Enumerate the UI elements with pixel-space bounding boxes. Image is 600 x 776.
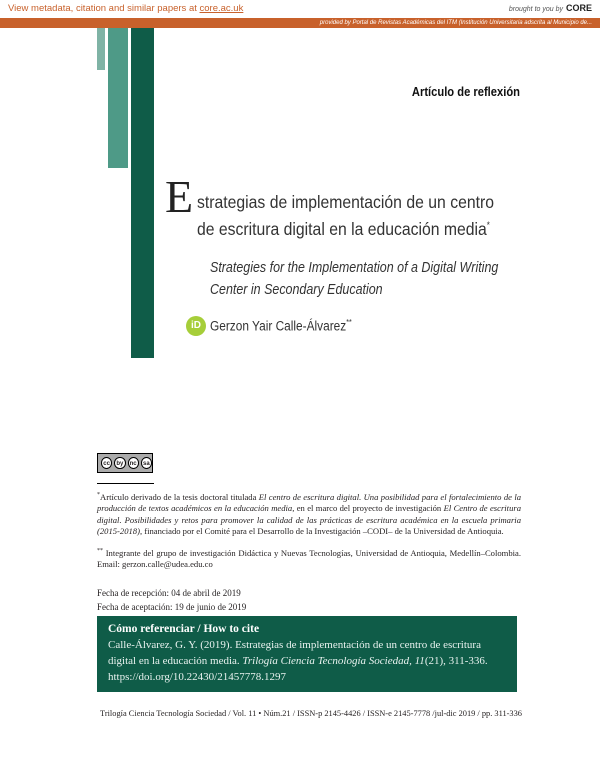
english-title: Strategies for the Implementation of a Digital Writing Center in Secondary Education bbox=[210, 260, 499, 298]
citation-text: Calle-Álvarez, G. Y. (2019). Estrategias de implementación de un centro de escritura digital en la educación media. Trilogía Ciencia Tecnología Sociedad, 11(21), 311-336. https://doi.org/10.22430/21457778.1297 bbox=[108, 639, 488, 683]
title-dropcap: E bbox=[165, 171, 194, 222]
title-text: strategias de implementación de un centro de escritura digital en la educación media* bbox=[197, 192, 494, 239]
provided-by-text[interactable]: provided by Portal de Revistas Académicas del ITM (Institución Universitaria adscrita al Municipio de... bbox=[319, 20, 592, 26]
doi-link[interactable]: (21), 311-336. https://doi.org/10.22430/21457778.1297 bbox=[108, 655, 488, 683]
sa-icon: sa bbox=[141, 457, 152, 469]
by-icon: by bbox=[114, 457, 125, 469]
cc-icon: cc bbox=[101, 457, 112, 469]
top-bar bbox=[0, 0, 600, 19]
footnote-rule bbox=[97, 483, 154, 484]
received-date: Fecha de recepción: 04 de abril de 2019 bbox=[97, 588, 241, 598]
dates-block bbox=[97, 586, 246, 614]
page-footer: Trilogía Ciencia Tecnología Sociedad / Vol. 11 • Núm.21 / ISSN-p 2145-4426 / ISSN-e 2145-7778 /jul-dic 2019 / pp. 311-336 bbox=[100, 709, 522, 718]
orcid-icon[interactable]: iD bbox=[186, 316, 206, 336]
footnote-1: *Artículo derivado de la tesis doctoral titulada El centro de escritura digital. Una posibilidad para el fortalecimiento de la producción de textos académicos en la educación media, en el marco del proyecto de investigación El Centro de escritura digital. Posibilidades y retos para promover la calidad de las prácticas de escritura académica en la escuela primaria (2015-2018), financiado por el Comité para el Desarrollo de la Investigación –CODI– de la Universidad de Antioquia. bbox=[97, 491, 522, 537]
decor-band-light bbox=[97, 28, 105, 70]
brought-by-core[interactable]: brought to you by CORE bbox=[508, 3, 592, 13]
decor-band-dark bbox=[131, 28, 154, 358]
provided-by-bar bbox=[0, 18, 600, 28]
core-logo: CORE bbox=[565, 3, 592, 13]
how-to-cite-heading: Cómo referenciar / How to cite bbox=[108, 623, 260, 635]
view-metadata-link[interactable]: View metadata, citation and similar papers at core.ac.uk bbox=[8, 3, 244, 14]
decor-band-mid bbox=[108, 28, 128, 168]
footnote-2: ** Integrante del grupo de investigación Didáctica y Nuevas Tecnologías, Universidad de Antioquia, Medellín–Colombia. Email: gerzon.calle@udea.edu.co bbox=[97, 547, 521, 570]
author-name: Gerzon Yair Calle-Álvarez** bbox=[210, 318, 352, 334]
cc-license-badge[interactable] bbox=[97, 453, 153, 473]
accepted-date: Fecha de aceptación: 19 de junio de 2019 bbox=[97, 602, 247, 612]
title-footnote-mark: * bbox=[486, 220, 490, 230]
author-footnote-mark: ** bbox=[346, 318, 352, 327]
nc-icon: nc bbox=[128, 457, 139, 469]
article-type: Artículo de reflexión bbox=[411, 84, 520, 99]
how-to-cite-box bbox=[97, 616, 517, 692]
